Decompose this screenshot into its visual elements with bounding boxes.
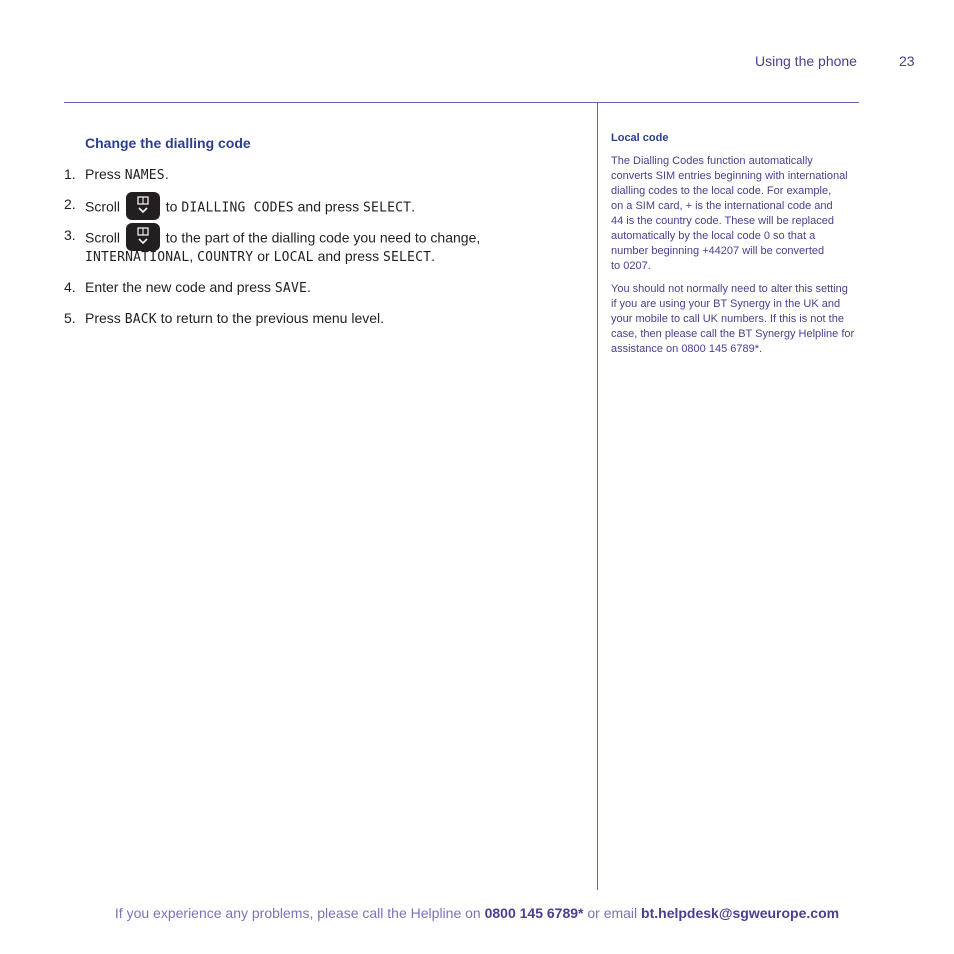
step-text: Enter the new code and press — [85, 279, 275, 295]
footer-helpline — [0, 905, 954, 921]
helpline-phone: 0800 145 6789* — [484, 905, 584, 921]
sidebar-line: automatically by the local code 0 so that a — [611, 230, 816, 242]
lcd-label: DIALLING CODES — [181, 200, 294, 216]
sidebar-paragraph-2 — [611, 282, 861, 357]
lcd-label: SELECT — [363, 200, 412, 216]
sidebar-line: converts SIM entries beginning with international — [611, 170, 848, 182]
step-text: and press — [293, 198, 364, 215]
page-number: 23 — [899, 53, 915, 69]
section-heading: Change the dialling code — [85, 135, 251, 151]
sidebar-line: if you are using your BT Synergy in the UK and — [611, 298, 841, 310]
lcd-label: LOCAL — [273, 250, 314, 265]
sidebar-paragraph-1 — [611, 154, 861, 274]
step-number: 5. — [64, 310, 76, 326]
step-text: . — [431, 248, 436, 264]
step-text: Scroll — [85, 229, 121, 246]
step-text: . — [307, 279, 311, 295]
lcd-label: COUNTRY — [197, 250, 254, 265]
step-text: or — [253, 248, 274, 264]
footer-text: If you experience any problems, please call the Helpline on — [114, 905, 485, 921]
header-section-title: Using the phone — [755, 53, 857, 69]
column-divider — [597, 102, 598, 890]
sidebar-line: case, then please call the BT Synergy Helpline for — [611, 328, 855, 340]
step-text: . — [164, 166, 169, 182]
lcd-label: SAVE — [274, 281, 308, 296]
step-text: . — [411, 198, 416, 215]
sidebar-line: dialling codes to the local code. For example, — [611, 185, 832, 197]
helpdesk-email: bt.helpdesk@sgweurope.com — [641, 905, 840, 921]
phonebook-scroll-down-icon — [126, 192, 160, 220]
step-text: Press — [85, 166, 125, 182]
lcd-label: BACK — [124, 312, 157, 327]
sidebar-line: to 0207. — [611, 260, 651, 272]
step-number: 3. — [64, 227, 76, 243]
lcd-label: SELECT — [382, 250, 432, 265]
sidebar-title: Local code — [611, 132, 669, 144]
sidebar-line: assistance on 0800 145 6789*. — [611, 343, 763, 355]
step-text: and press — [313, 248, 383, 264]
step-text: Scroll — [85, 198, 121, 215]
footer-text: or email — [583, 905, 642, 921]
sidebar-line: number beginning +44207 will be converted — [611, 245, 825, 257]
sidebar-line: The Dialling Codes function automatically — [611, 155, 813, 167]
step-text: , — [189, 248, 198, 264]
sidebar-line: You should not normally need to alter this setting — [611, 283, 848, 295]
sidebar-line: on a SIM card, + is the international code and — [611, 200, 833, 212]
sidebar-line: 44 is the country code. These will be replaced — [611, 215, 834, 227]
header-divider — [64, 102, 859, 103]
step-text: to the part of the dialling code you need to change, — [161, 229, 481, 246]
step-number: 1. — [64, 166, 76, 182]
sidebar-line: your mobile to call UK numbers. If this is not the — [611, 313, 844, 325]
step-text: Press — [85, 310, 125, 326]
lcd-label: INTERNATIONAL — [85, 250, 190, 265]
step-text: to — [161, 198, 182, 215]
step-number: 2. — [64, 196, 76, 212]
step-text: to return to the previous menu level. — [156, 310, 385, 326]
lcd-label: NAMES — [124, 168, 165, 183]
step-number: 4. — [64, 279, 76, 295]
